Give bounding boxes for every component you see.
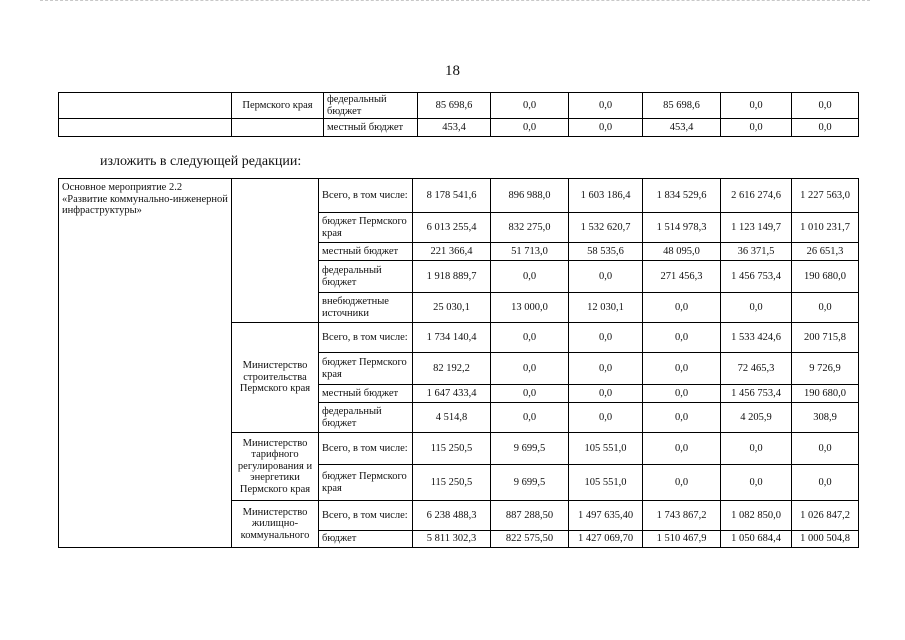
budget-table (58, 178, 859, 548)
value-cell: 105 551,0 (569, 465, 643, 501)
value-cell: 0,0 (643, 433, 721, 465)
value-cell: 1 647 433,4 (413, 385, 491, 403)
value-cell: 832 275,0 (491, 213, 569, 243)
value-cell: 72 465,3 (721, 353, 792, 385)
source-cell: местный бюджет (324, 119, 418, 137)
value-cell: 1 427 069,70 (569, 531, 643, 548)
value-cell: 0,0 (643, 465, 721, 501)
value-cell: 271 456,3 (643, 261, 721, 293)
value-cell: 0,0 (569, 93, 643, 119)
value-cell: 1 734 140,4 (413, 323, 491, 353)
value-cell: 0,0 (491, 403, 569, 433)
page-number: 18 (445, 63, 460, 79)
scan-top-edge (40, 0, 870, 3)
value-cell: 0,0 (569, 385, 643, 403)
value-cell: 1 456 753,4 (721, 261, 792, 293)
value-cell: 822 575,50 (491, 531, 569, 548)
source-cell: бюджет (319, 531, 413, 548)
table-row (59, 93, 859, 119)
value-cell: 0,0 (721, 433, 792, 465)
source-cell: местный бюджет (319, 243, 413, 261)
value-cell: 0,0 (792, 433, 859, 465)
value-cell: 453,4 (643, 119, 721, 137)
value-cell: 1 010 231,7 (792, 213, 859, 243)
value-cell: 1 026 847,2 (792, 501, 859, 531)
value-cell: 1 532 620,7 (569, 213, 643, 243)
value-cell: 190 680,0 (792, 261, 859, 293)
source-cell: внебюджетные источники (319, 293, 413, 323)
fragment-table (58, 92, 859, 137)
value-cell: 1 834 529,6 (643, 179, 721, 213)
value-cell: 0,0 (792, 465, 859, 501)
section-heading: изложить в следующей редакции: (100, 154, 302, 169)
value-cell: 0,0 (792, 293, 859, 323)
value-cell: 8 178 541,6 (413, 179, 491, 213)
value-cell: 85 698,6 (643, 93, 721, 119)
table-row (59, 119, 859, 137)
value-cell: 0,0 (792, 119, 859, 137)
value-cell: 0,0 (491, 323, 569, 353)
value-cell: 1 533 424,6 (721, 323, 792, 353)
value-cell: 200 715,8 (792, 323, 859, 353)
value-cell: 1 514 978,3 (643, 213, 721, 243)
source-cell: Всего, в том числе: (319, 433, 413, 465)
value-cell: 453,4 (418, 119, 491, 137)
value-cell: 4 205,9 (721, 403, 792, 433)
value-cell: 82 192,2 (413, 353, 491, 385)
value-cell: 2 616 274,6 (721, 179, 792, 213)
value-cell: 6 013 255,4 (413, 213, 491, 243)
value-cell: 1 918 889,7 (413, 261, 491, 293)
value-cell: 4 514,8 (413, 403, 491, 433)
value-cell: 0,0 (491, 93, 569, 119)
value-cell: 0,0 (569, 403, 643, 433)
value-cell: 115 250,5 (413, 465, 491, 501)
value-cell: 887 288,50 (491, 501, 569, 531)
value-cell: 9 699,5 (491, 465, 569, 501)
org-cell: Министерство строительства Пермского края (232, 323, 319, 433)
value-cell: 0,0 (569, 261, 643, 293)
value-cell: 36 371,5 (721, 243, 792, 261)
value-cell: 1 510 467,9 (643, 531, 721, 548)
org-cell: Министерство тарифного регулирования и энергетики Пермского края (232, 433, 319, 501)
value-cell: 1 227 563,0 (792, 179, 859, 213)
table-row (59, 179, 859, 213)
source-cell: местный бюджет (319, 385, 413, 403)
value-cell: 51 713,0 (491, 243, 569, 261)
value-cell: 26 651,3 (792, 243, 859, 261)
value-cell: 13 000,0 (491, 293, 569, 323)
value-cell: 308,9 (792, 403, 859, 433)
value-cell: 0,0 (721, 119, 792, 137)
value-cell: 105 551,0 (569, 433, 643, 465)
value-cell: 1 497 635,40 (569, 501, 643, 531)
org-cell (232, 179, 319, 323)
value-cell: 0,0 (569, 323, 643, 353)
value-cell: 0,0 (721, 293, 792, 323)
value-cell: 0,0 (643, 353, 721, 385)
value-cell: 190 680,0 (792, 385, 859, 403)
value-cell: 25 030,1 (413, 293, 491, 323)
org-cell: Пермского края (232, 93, 324, 119)
value-cell: 896 988,0 (491, 179, 569, 213)
source-cell: бюджет Пермского края (319, 213, 413, 243)
activity-cell: Основное мероприятие 2.2 «Развитие коммунально-инженерной инфраструктуры» (59, 179, 232, 548)
value-cell: 12 030,1 (569, 293, 643, 323)
value-cell: 1 743 867,2 (643, 501, 721, 531)
value-cell: 115 250,5 (413, 433, 491, 465)
value-cell: 0,0 (643, 385, 721, 403)
value-cell: 0,0 (643, 403, 721, 433)
value-cell: 0,0 (491, 119, 569, 137)
source-cell: бюджет Пермского края (319, 465, 413, 501)
value-cell: 48 095,0 (643, 243, 721, 261)
source-cell: федеральный бюджет (324, 93, 418, 119)
value-cell: 0,0 (721, 93, 792, 119)
activity-cell (59, 119, 232, 137)
value-cell: 0,0 (491, 385, 569, 403)
value-cell: 0,0 (643, 293, 721, 323)
source-cell: федеральный бюджет (319, 261, 413, 293)
value-cell: 9 699,5 (491, 433, 569, 465)
value-cell: 0,0 (643, 323, 721, 353)
value-cell: 6 238 488,3 (413, 501, 491, 531)
value-cell: 0,0 (721, 465, 792, 501)
value-cell: 1 123 149,7 (721, 213, 792, 243)
value-cell: 1 456 753,4 (721, 385, 792, 403)
value-cell: 1 000 504,8 (792, 531, 859, 548)
org-cell (232, 119, 324, 137)
value-cell: 0,0 (569, 119, 643, 137)
value-cell: 5 811 302,3 (413, 531, 491, 548)
value-cell: 0,0 (792, 93, 859, 119)
source-cell: Всего, в том числе: (319, 501, 413, 531)
source-cell: федеральный бюджет (319, 403, 413, 433)
value-cell: 9 726,9 (792, 353, 859, 385)
org-cell: Министерство жилищно-коммунального (232, 501, 319, 548)
value-cell: 0,0 (491, 261, 569, 293)
value-cell: 58 535,6 (569, 243, 643, 261)
value-cell: 221 366,4 (413, 243, 491, 261)
value-cell: 0,0 (569, 353, 643, 385)
value-cell: 85 698,6 (418, 93, 491, 119)
value-cell: 1 082 850,0 (721, 501, 792, 531)
source-cell: бюджет Пермского края (319, 353, 413, 385)
value-cell: 0,0 (491, 353, 569, 385)
source-cell: Всего, в том числе: (319, 323, 413, 353)
activity-cell (59, 93, 232, 119)
value-cell: 1 603 186,4 (569, 179, 643, 213)
source-cell: Всего, в том числе: (319, 179, 413, 213)
value-cell: 1 050 684,4 (721, 531, 792, 548)
